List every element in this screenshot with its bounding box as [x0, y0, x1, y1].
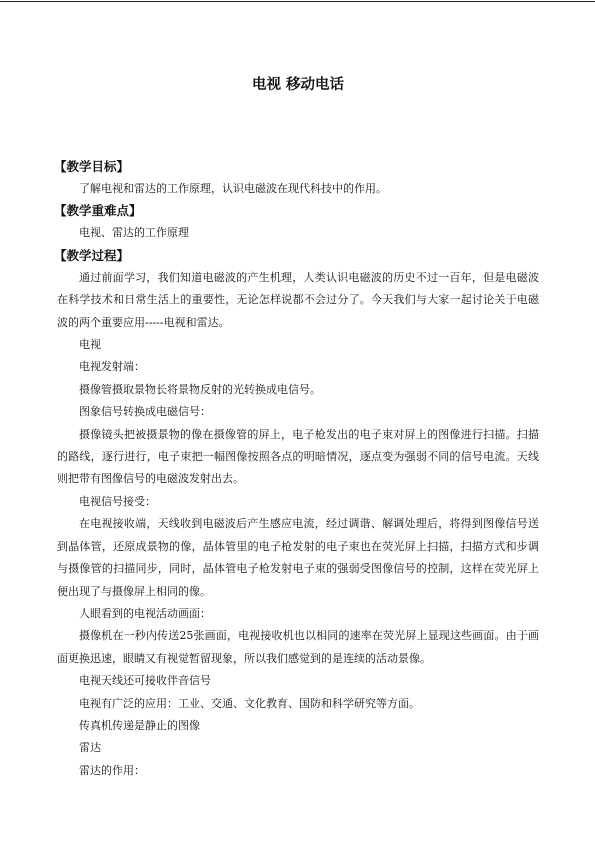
paragraph-key-points: 电视、雷达的工作原理	[79, 226, 189, 240]
paragraph-tv-transmit: 电视发射端：	[79, 360, 145, 374]
paragraph-intro: 通过前面学习，我们知道电磁波的产生机理，人类认识电磁波的历史不过一百年，但是电磁波在科学技术和日常生活上的重要性，无论怎样说都不会过分了。今天我们与大家一起讨论关于电磁波的两个重要应用-----电视和雷达。	[57, 270, 539, 329]
paragraph-image-signal: 图象信号转换成电磁信号：	[79, 405, 211, 419]
paragraph-frame-rate: 摄像机在一秒内传送25张画面，电视接收机也以相同的速率在荧光屏上显现这些画面。由于画面更换迅速，眼睛又有视觉暂留现象，所以我们感觉到的是连续的活动景像。	[57, 629, 539, 665]
top-border-line	[0, 1, 595, 2]
paragraph-tv-receive: 电视信号接受：	[79, 494, 156, 508]
paragraph-camera-tube: 摄像管摄取景物长将景物反射的光转换成电信号。	[79, 382, 321, 396]
paragraph-tv: 电视	[79, 338, 101, 352]
paragraph-moving-picture: 人眼看到的电视活动画面：	[79, 606, 211, 620]
paragraph-radar: 雷达	[79, 741, 101, 755]
document-title: 电视 移动电话	[251, 77, 345, 93]
heading-key-points: 【教学重难点】	[54, 203, 142, 219]
paragraph-fax: 传真机传递是静止的图像	[79, 718, 200, 732]
paragraph-receiver: 在电视接收端，天线收到电磁波后产生感应电流，经过调谐、解调处理后，将得到图像信号送到晶体管，还原成景物的像，晶体管里的电子枪发射的电子束也在荧光屏上扫描，扫描方式和步调与摄像管的扫描同步，同时，晶体管电子枪发射电子束的强弱受图像信号的控制，这样在荧光屏上便出现了与摄像屏上相同的像。	[57, 517, 539, 598]
paragraph-audio: 电视天线还可接收伴音信号	[79, 674, 211, 688]
paragraph-radar-use: 雷达的作用：	[79, 763, 145, 777]
heading-teaching-goals: 【教学目标】	[54, 159, 130, 174]
paragraph-goals: 了解电视和雷达的工作原理，认识电磁波在现代科技中的作用。	[79, 182, 387, 195]
paragraph-applications: 电视有广泛的应用：工业、交通、文化教育、国防和科学研究等方面。	[79, 696, 420, 710]
heading-teaching-process: 【教学过程】	[54, 247, 130, 263]
paragraph-scanning: 摄像镜头把被摄景物的像在摄像管的屏上，电子枪发出的电子束对屏上的图像进行扫描。扫描的路线，逐行进行，电子束把一幅图像按照各点的明暗情况，逐点变为强弱不同的信号电流。天线则把带有图像信号的电磁波发射出去。	[57, 427, 539, 486]
document-page	[54, 74, 539, 782]
